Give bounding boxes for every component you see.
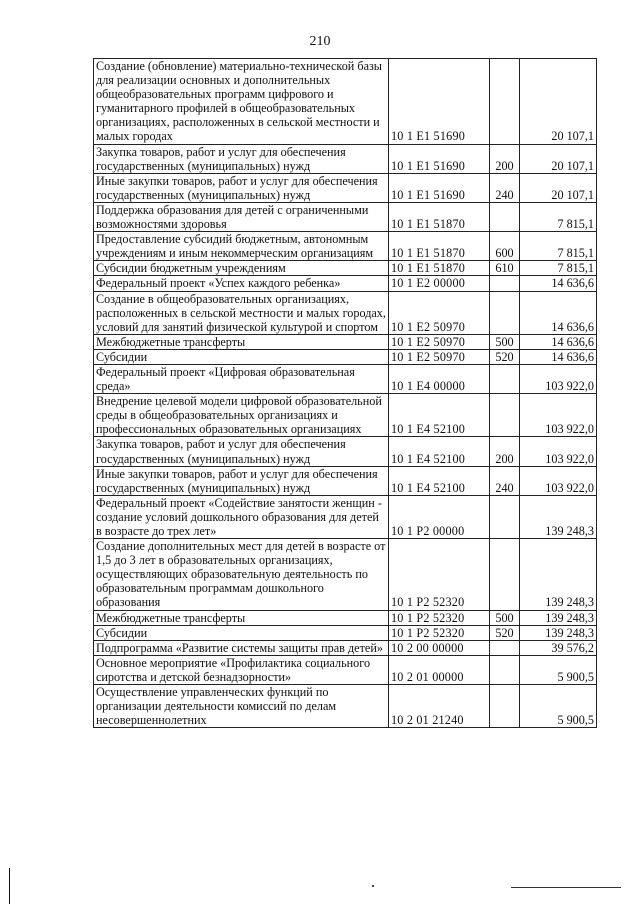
row-amount: 14 636,6 bbox=[520, 349, 597, 364]
table-row bbox=[94, 173, 597, 202]
row-amount: 103 922,0 bbox=[520, 437, 597, 466]
row-expense-type: 240 bbox=[490, 466, 520, 495]
table-row bbox=[94, 261, 597, 276]
row-name: Закупка товаров, работ и услуг для обеспечения государственных (муниципальных) нужд bbox=[94, 437, 389, 466]
table-row bbox=[94, 144, 597, 173]
row-expense-type: 200 bbox=[490, 144, 520, 173]
row-name: Иные закупки товаров, работ и услуг для обеспечения государственных (муниципальных) нужд bbox=[94, 466, 389, 495]
row-name: Осуществление управленческих функций по организации деятельности комиссий по делам несовершеннолетних bbox=[94, 685, 389, 728]
row-expense-type: 520 bbox=[490, 349, 520, 364]
row-amount: 103 922,0 bbox=[520, 364, 597, 393]
table-row bbox=[94, 437, 597, 466]
row-code: 10 2 01 21240 bbox=[389, 685, 490, 728]
row-code: 10 1 E4 52100 bbox=[389, 437, 490, 466]
row-name: Создание дополнительных мест для детей в возрасте от 1,5 до 3 лет в образовательных организациях, осуществляющих образовательную деятельность по образовательным программам дошкольного образования bbox=[94, 539, 389, 610]
row-name: Предоставление субсидий бюджетным, автономным учреждениям и иным некоммерческим организациям bbox=[94, 232, 389, 261]
table-row bbox=[94, 655, 597, 684]
row-name: Федеральный проект «Цифровая образовательная среда» bbox=[94, 364, 389, 393]
row-name: Закупка товаров, работ и услуг для обеспечения государственных (муниципальных) нужд bbox=[94, 144, 389, 173]
table-row bbox=[94, 364, 597, 393]
row-code: 10 1 E1 51690 bbox=[389, 144, 490, 173]
row-expense-type bbox=[490, 685, 520, 728]
row-name: Основное мероприятие «Профилактика социального сиротства и детской безнадзорности» bbox=[94, 655, 389, 684]
row-expense-type: 240 bbox=[490, 173, 520, 202]
row-code: 10 1 E4 00000 bbox=[389, 364, 490, 393]
row-amount: 5 900,5 bbox=[520, 685, 597, 728]
row-code: 10 2 01 00000 bbox=[389, 655, 490, 684]
row-expense-type bbox=[490, 364, 520, 393]
row-amount: 39 576,2 bbox=[520, 640, 597, 655]
table-row bbox=[94, 539, 597, 610]
row-amount: 14 636,6 bbox=[520, 291, 597, 334]
row-name: Федеральный проект «Содействие занятости женщин - создание условий дошкольного образования для детей в возрасте до трех лет» bbox=[94, 495, 389, 538]
table-row bbox=[94, 640, 597, 655]
row-code: 10 1 E1 51870 bbox=[389, 232, 490, 261]
margin-mark-left bbox=[9, 868, 10, 904]
row-amount: 103 922,0 bbox=[520, 394, 597, 437]
budget-table bbox=[93, 58, 597, 728]
row-code: 10 1 E1 51870 bbox=[389, 202, 490, 231]
row-expense-type bbox=[490, 539, 520, 610]
row-name: Межбюджетные трансферты bbox=[94, 334, 389, 349]
row-name: Создание в общеобразовательных организациях, расположенных в сельской местности и малых городах, условий для занятий физической культурой и спортом bbox=[94, 291, 389, 334]
row-code: 10 1 E1 51690 bbox=[389, 173, 490, 202]
table-row bbox=[94, 291, 597, 334]
row-name: Поддержка образования для детей с ограниченными возможностями здоровья bbox=[94, 202, 389, 231]
table-row bbox=[94, 610, 597, 625]
table-row bbox=[94, 466, 597, 495]
row-expense-type: 200 bbox=[490, 437, 520, 466]
row-expense-type bbox=[490, 394, 520, 437]
row-amount: 14 636,6 bbox=[520, 334, 597, 349]
table-row bbox=[94, 59, 597, 145]
row-expense-type: 500 bbox=[490, 610, 520, 625]
row-expense-type bbox=[490, 276, 520, 291]
row-expense-type bbox=[490, 640, 520, 655]
row-expense-type: 520 bbox=[490, 625, 520, 640]
row-amount: 139 248,3 bbox=[520, 625, 597, 640]
row-name: Подпрограмма «Развитие системы защиты прав детей» bbox=[94, 640, 389, 655]
row-amount: 139 248,3 bbox=[520, 610, 597, 625]
row-expense-type bbox=[490, 59, 520, 145]
row-amount: 7 815,1 bbox=[520, 232, 597, 261]
table-row bbox=[94, 232, 597, 261]
row-amount: 20 107,1 bbox=[520, 173, 597, 202]
row-name: Иные закупки товаров, работ и услуг для обеспечения государственных (муниципальных) нужд bbox=[94, 173, 389, 202]
row-code: 10 1 E1 51690 bbox=[389, 59, 490, 145]
row-name: Субсидии bbox=[94, 625, 389, 640]
row-code: 10 1 E2 50970 bbox=[389, 349, 490, 364]
row-name: Субсидии бюджетным учреждениям bbox=[94, 261, 389, 276]
row-code: 10 1 E4 52100 bbox=[389, 394, 490, 437]
budget-table-body bbox=[94, 59, 597, 728]
row-code: 10 1 E2 50970 bbox=[389, 334, 490, 349]
row-name: Федеральный проект «Успех каждого ребенка» bbox=[94, 276, 389, 291]
page-number: 210 bbox=[309, 34, 331, 49]
row-name: Внедрение целевой модели цифровой образовательной среды в общеобразовательных организациях и профессиональных образовательных организациях bbox=[94, 394, 389, 437]
table-row bbox=[94, 334, 597, 349]
row-expense-type: 600 bbox=[490, 232, 520, 261]
row-code: 10 1 E2 00000 bbox=[389, 276, 490, 291]
row-code: 10 2 00 00000 bbox=[389, 640, 490, 655]
table-row bbox=[94, 495, 597, 538]
row-code: 10 1 P2 00000 bbox=[389, 495, 490, 538]
row-amount: 7 815,1 bbox=[520, 261, 597, 276]
row-amount: 14 636,6 bbox=[520, 276, 597, 291]
row-amount: 5 900,5 bbox=[520, 655, 597, 684]
row-expense-type bbox=[490, 291, 520, 334]
table-row bbox=[94, 685, 597, 728]
row-code: 10 1 E2 50970 bbox=[389, 291, 490, 334]
row-expense-type bbox=[490, 202, 520, 231]
table-row bbox=[94, 394, 597, 437]
row-code: 10 1 E1 51870 bbox=[389, 261, 490, 276]
row-code: 10 1 P2 52320 bbox=[389, 610, 490, 625]
row-amount: 7 815,1 bbox=[520, 202, 597, 231]
table-row bbox=[94, 349, 597, 364]
row-expense-type bbox=[490, 495, 520, 538]
row-expense-type bbox=[490, 655, 520, 684]
row-amount: 139 248,3 bbox=[520, 495, 597, 538]
table-row bbox=[94, 276, 597, 291]
row-code: 10 1 P2 52320 bbox=[389, 625, 490, 640]
scan-dot bbox=[372, 885, 374, 887]
row-code: 10 1 P2 52320 bbox=[389, 539, 490, 610]
row-amount: 103 922,0 bbox=[520, 466, 597, 495]
table-row bbox=[94, 202, 597, 231]
margin-mark-right bbox=[511, 887, 621, 888]
row-name: Межбюджетные трансферты bbox=[94, 610, 389, 625]
row-expense-type: 610 bbox=[490, 261, 520, 276]
row-expense-type: 500 bbox=[490, 334, 520, 349]
row-code: 10 1 E4 52100 bbox=[389, 466, 490, 495]
table-row bbox=[94, 625, 597, 640]
row-amount: 139 248,3 bbox=[520, 539, 597, 610]
row-amount: 20 107,1 bbox=[520, 144, 597, 173]
row-name: Субсидии bbox=[94, 349, 389, 364]
row-amount: 20 107,1 bbox=[520, 59, 597, 145]
row-name: Создание (обновление) материально-технической базы для реализации основных и дополнительных общеобразовательных программ цифрового и гуманитарного профилей в общеобразовательных организациях, расположенных в сельской местности и малых городах bbox=[94, 59, 389, 145]
